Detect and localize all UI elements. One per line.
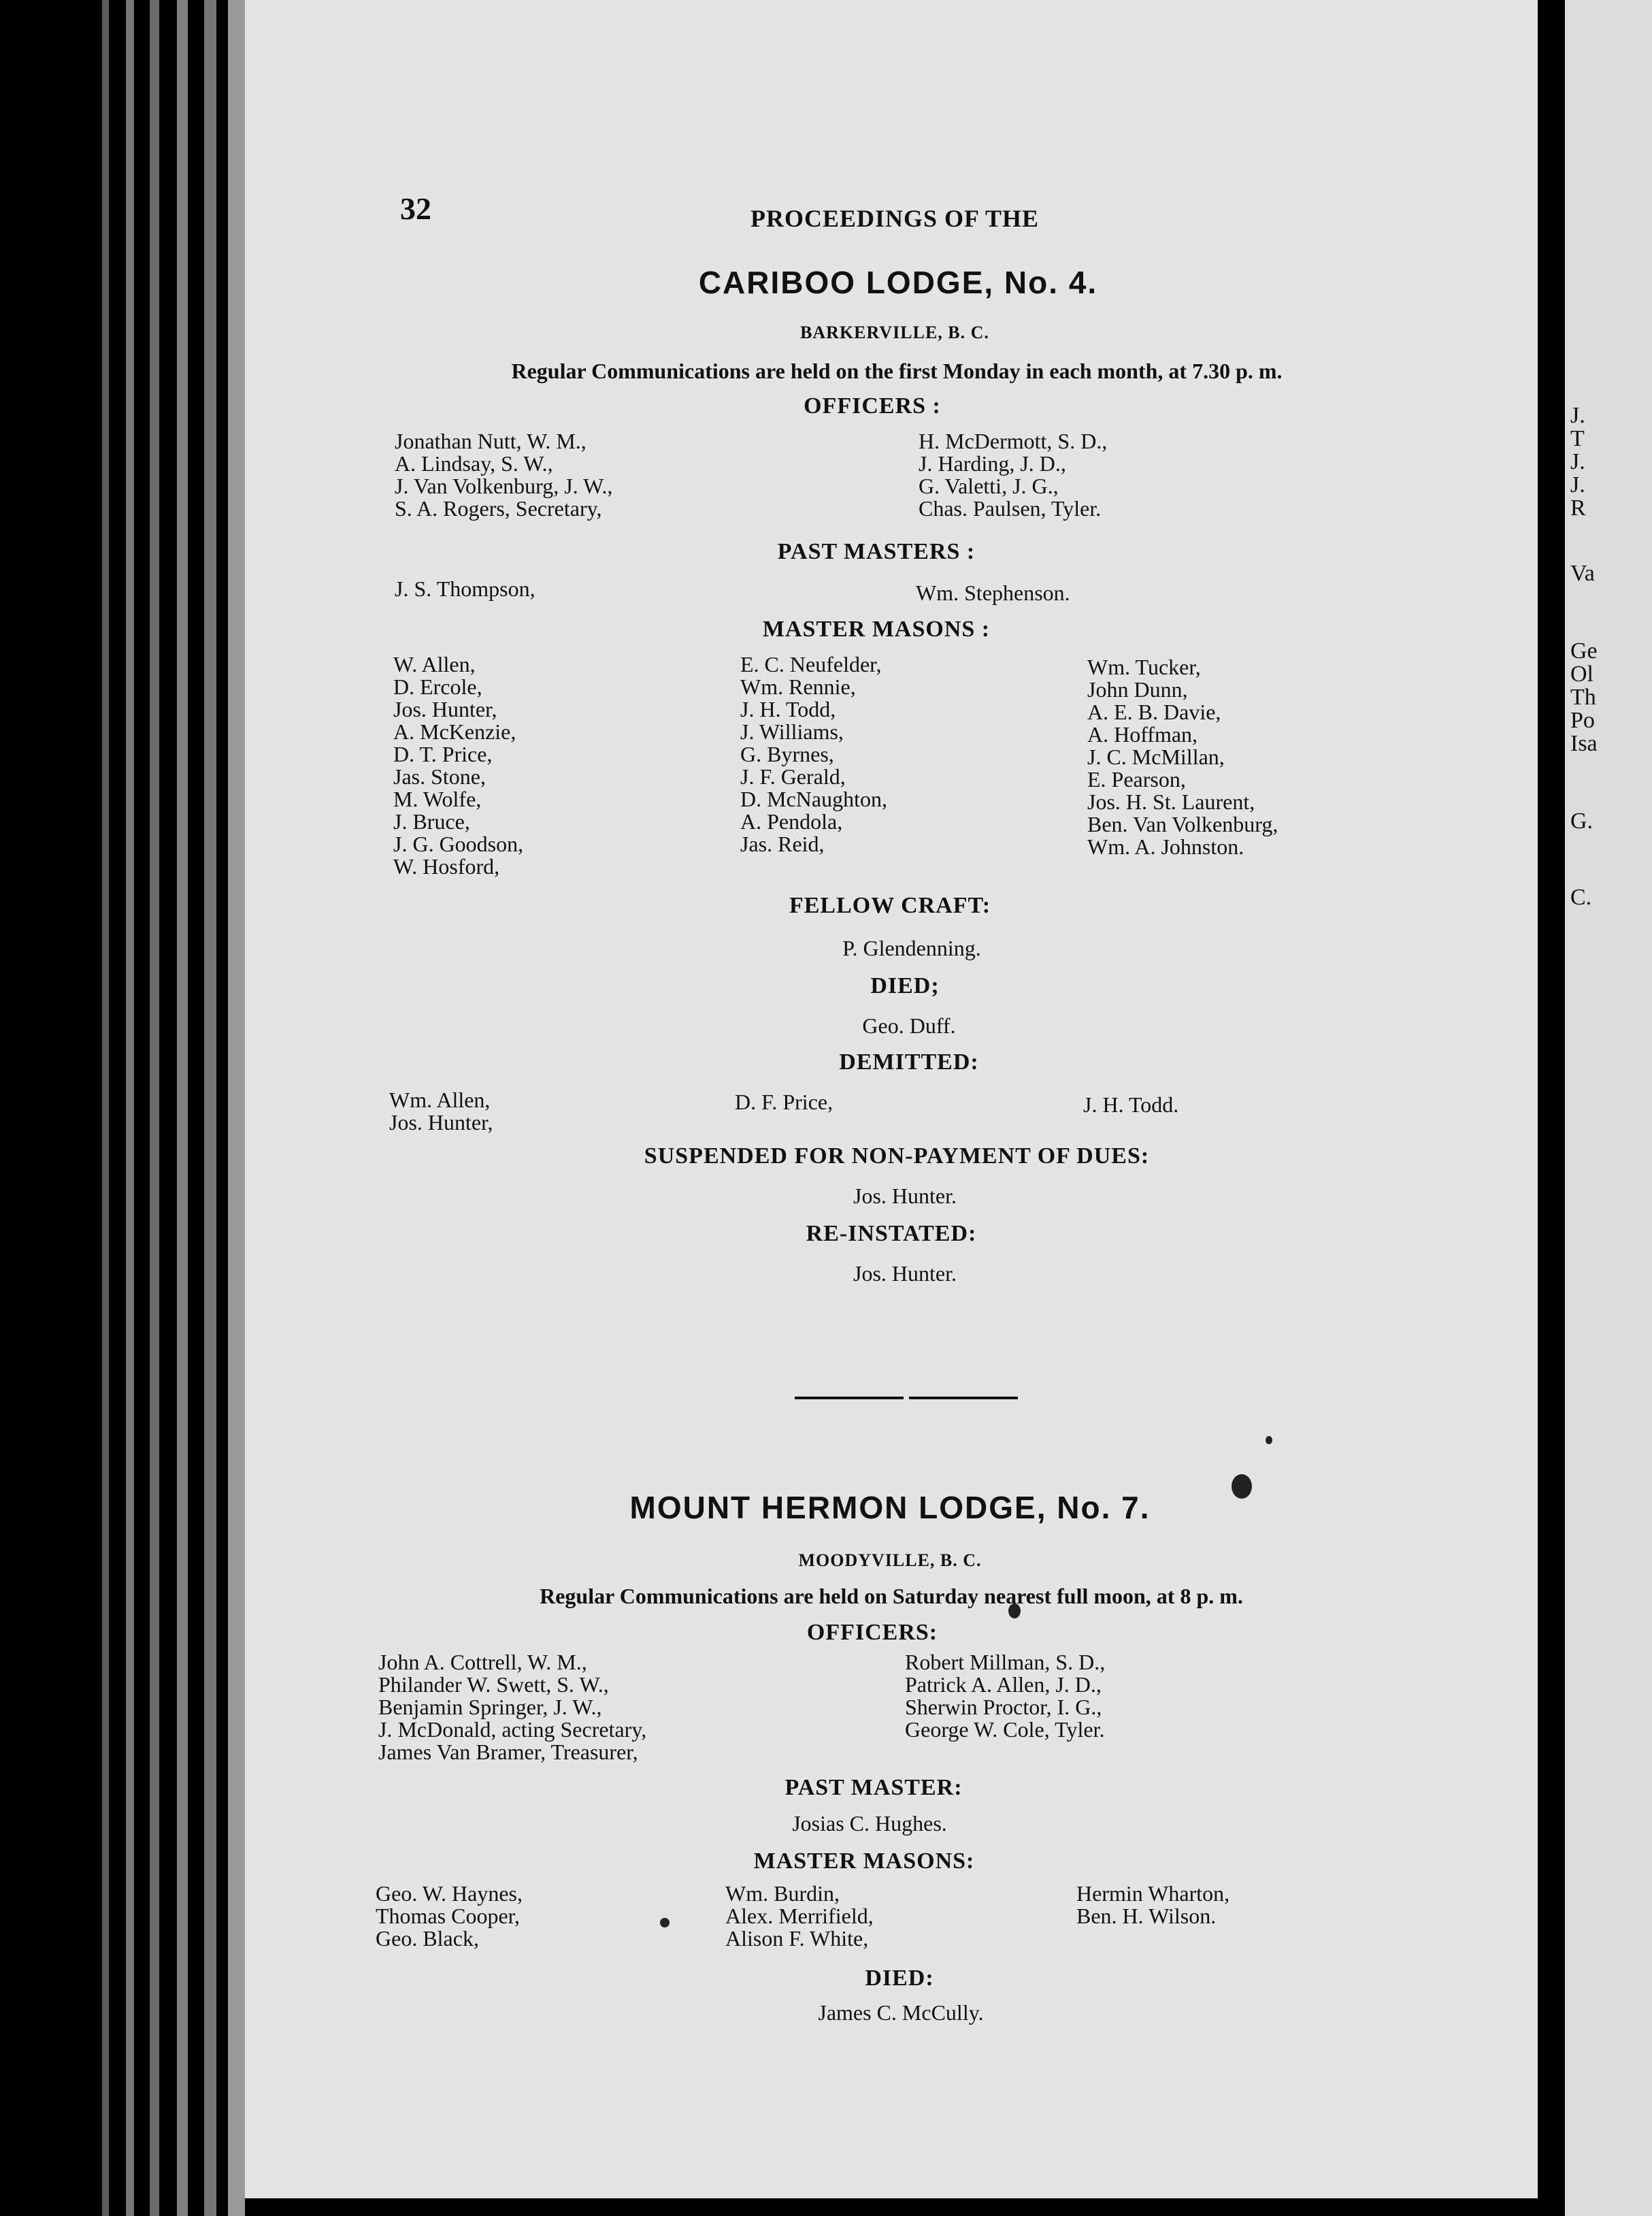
communications-note: Regular Communications are held on the first Monday in each month, at 7.30 p. m. <box>511 359 1283 383</box>
officer: J. Harding, J. D., <box>919 451 1066 476</box>
mason: John Dunn, <box>1087 677 1188 702</box>
page-number: 32 <box>400 191 431 226</box>
mason: D. Ercole, <box>393 674 482 699</box>
demitted-col1 <box>389 1089 493 1134</box>
page-edge <box>177 0 188 2216</box>
officer: J. Van Volkenburg, J. W., <box>395 474 613 498</box>
past-master: Josias C. Hughes. <box>792 1811 947 1836</box>
officer: S. A. Rogers, Secretary, <box>395 496 602 521</box>
facing-page <box>1565 0 1652 2216</box>
died-heading: DIED: <box>865 1966 934 1991</box>
officer: Chas. Paulsen, Tyler. <box>919 496 1102 521</box>
page-edge <box>204 0 216 2216</box>
mason: Ben. Van Volkenburg, <box>1087 812 1278 836</box>
ink-spot <box>1232 1474 1252 1499</box>
mason: Wm. A. Johnston. <box>1087 834 1244 859</box>
reinstated-heading: RE-INSTATED: <box>806 1221 977 1246</box>
mason: E. C. Neufelder, <box>740 652 882 677</box>
mason: W. Hosford, <box>393 854 500 879</box>
officer: Patrick A. Allen, J. D., <box>905 1672 1102 1697</box>
officer: H. McDermott, S. D., <box>919 429 1108 453</box>
officer: Benjamin Springer, J. W., <box>378 1695 602 1719</box>
mason: Jas. Stone, <box>393 764 486 789</box>
demitted-member: J. H. Todd. <box>1083 1092 1179 1117</box>
master-masons-col1 <box>376 1883 523 1950</box>
officer: George W. Cole, Tyler. <box>905 1717 1105 1742</box>
mason: M. Wolfe, <box>393 787 482 811</box>
master-masons-heading: MASTER MASONS : <box>762 617 991 642</box>
past-masters-heading: PAST MASTERS : <box>777 539 976 564</box>
mason: Alex. Merrifield, <box>725 1904 874 1928</box>
mason: Hermin Wharton, <box>1076 1881 1230 1906</box>
past-master: J. S. Thompson, <box>395 576 535 601</box>
fragment: Th <box>1570 685 1596 710</box>
divider-rule <box>909 1397 1018 1399</box>
officer: John A. Cottrell, W. M., <box>378 1650 587 1674</box>
mason: J. C. McMillan, <box>1087 745 1225 769</box>
mason: Jos. Hunter, <box>393 697 497 721</box>
mason: A. Pendola, <box>740 809 843 834</box>
lodge-title: CARIBOO LODGE, No. 4. <box>698 265 1098 300</box>
master-masons-col2 <box>740 653 887 856</box>
died: Geo. Duff. <box>862 1013 956 1038</box>
reinstated: Jos. Hunter. <box>853 1261 957 1286</box>
mason: Thomas Cooper, <box>376 1904 521 1928</box>
died: James C. McCully. <box>818 2000 984 2025</box>
master-masons-col3 <box>1087 656 1278 858</box>
officers-heading: OFFICERS: <box>806 1620 938 1645</box>
officer: G. Valetti, J. G., <box>919 474 1059 498</box>
fragment: J. <box>1570 449 1585 474</box>
mason: E. Pearson, <box>1087 767 1186 792</box>
divider-rule <box>795 1397 904 1399</box>
fragment: J. <box>1570 472 1585 498</box>
officer: Jonathan Nutt, W. M., <box>395 429 587 453</box>
book-page <box>245 0 1538 2198</box>
mason: J. F. Gerald, <box>740 764 846 789</box>
officer: Robert Millman, S. D., <box>905 1650 1106 1674</box>
fragment: Ol <box>1570 662 1593 687</box>
demitted-member: Jos. Hunter, <box>389 1110 493 1135</box>
suspended: Jos. Hunter. <box>853 1184 957 1208</box>
mason: Jos. H. St. Laurent, <box>1087 789 1255 814</box>
lodge-place: MOODYVILLE, B. C. <box>798 1550 982 1570</box>
mason: W. Allen, <box>393 652 476 677</box>
mason: Jas. Reid, <box>740 832 825 856</box>
fragment: J. <box>1570 403 1585 428</box>
fragment: Po <box>1570 708 1595 733</box>
page-edge <box>228 0 245 2216</box>
communications-note: Regular Communications are held on Saturday nearest full moon, at 8 p. m. <box>540 1584 1243 1608</box>
demitted-member: D. F. Price, <box>735 1090 833 1114</box>
fragment: G. <box>1570 809 1593 834</box>
died-heading: DIED; <box>870 973 940 998</box>
fragment: Isa <box>1570 731 1598 756</box>
officer: James Van Bramer, Treasurer, <box>378 1740 638 1764</box>
mason: Alison F. White, <box>725 1926 869 1951</box>
mason: J. Williams, <box>740 719 844 744</box>
past-master-heading: PAST MASTER: <box>784 1775 963 1800</box>
master-masons-heading: MASTER MASONS: <box>753 1848 975 1874</box>
fragment: T <box>1570 426 1585 451</box>
officers-left <box>395 430 612 520</box>
officers-heading: OFFICERS : <box>804 393 941 419</box>
mason: D. T. Price, <box>393 742 493 766</box>
mason: Geo. W. Haynes, <box>376 1881 523 1906</box>
demitted-heading: DEMITTED: <box>839 1049 979 1075</box>
officer: A. Lindsay, S. W., <box>395 451 553 476</box>
mason: J. Bruce, <box>393 809 470 834</box>
page-edge <box>150 0 159 2216</box>
lodge-place: BARKERVILLE, B. C. <box>800 323 989 342</box>
fragment: Ge <box>1570 638 1598 664</box>
officers-right <box>919 430 1107 520</box>
lodge-title: MOUNT HERMON LODGE, No. 7. <box>629 1490 1151 1525</box>
mason: Ben. H. Wilson. <box>1076 1904 1217 1928</box>
officer: Sherwin Proctor, I. G., <box>905 1695 1102 1719</box>
officer: J. McDonald, acting Secretary, <box>378 1717 647 1742</box>
fellow-craft-heading: FELLOW CRAFT: <box>789 893 991 918</box>
master-masons-col3 <box>1076 1883 1229 1927</box>
suspended-heading: SUSPENDED FOR NON-PAYMENT OF DUES: <box>644 1143 1150 1169</box>
demitted-member: Wm. Allen, <box>389 1088 491 1112</box>
officers-left <box>378 1651 646 1763</box>
master-masons-col1 <box>393 653 523 878</box>
mason: A. Hoffman, <box>1087 722 1198 747</box>
mason: G. Byrnes, <box>740 742 834 766</box>
fellow-craft: P. Glendenning. <box>842 936 981 960</box>
master-masons-col2 <box>725 1883 874 1950</box>
page-edge <box>102 0 109 2216</box>
ink-spot <box>1266 1436 1272 1444</box>
mason: J. G. Goodson, <box>393 832 524 856</box>
officers-right <box>905 1651 1105 1741</box>
running-head: PROCEEDINGS OF THE <box>750 205 1040 232</box>
page-edge <box>126 0 134 2216</box>
mason: Wm. Burdin, <box>725 1881 840 1906</box>
fragment: R <box>1570 495 1586 521</box>
mason: D. McNaughton, <box>740 787 887 811</box>
mason: J. H. Todd, <box>740 697 836 721</box>
past-master: Wm. Stephenson. <box>916 581 1070 605</box>
officer: Philander W. Swett, S. W., <box>378 1672 609 1697</box>
fragment: Va <box>1570 561 1595 586</box>
mason: Wm. Tucker, <box>1087 655 1201 679</box>
mason: A. McKenzie, <box>393 719 516 744</box>
mason: A. E. B. Davie, <box>1087 700 1221 724</box>
fragment: C. <box>1570 885 1592 910</box>
mason: Wm. Rennie, <box>740 674 856 699</box>
mason: Geo. Black, <box>376 1926 479 1951</box>
ink-spot <box>660 1918 670 1927</box>
